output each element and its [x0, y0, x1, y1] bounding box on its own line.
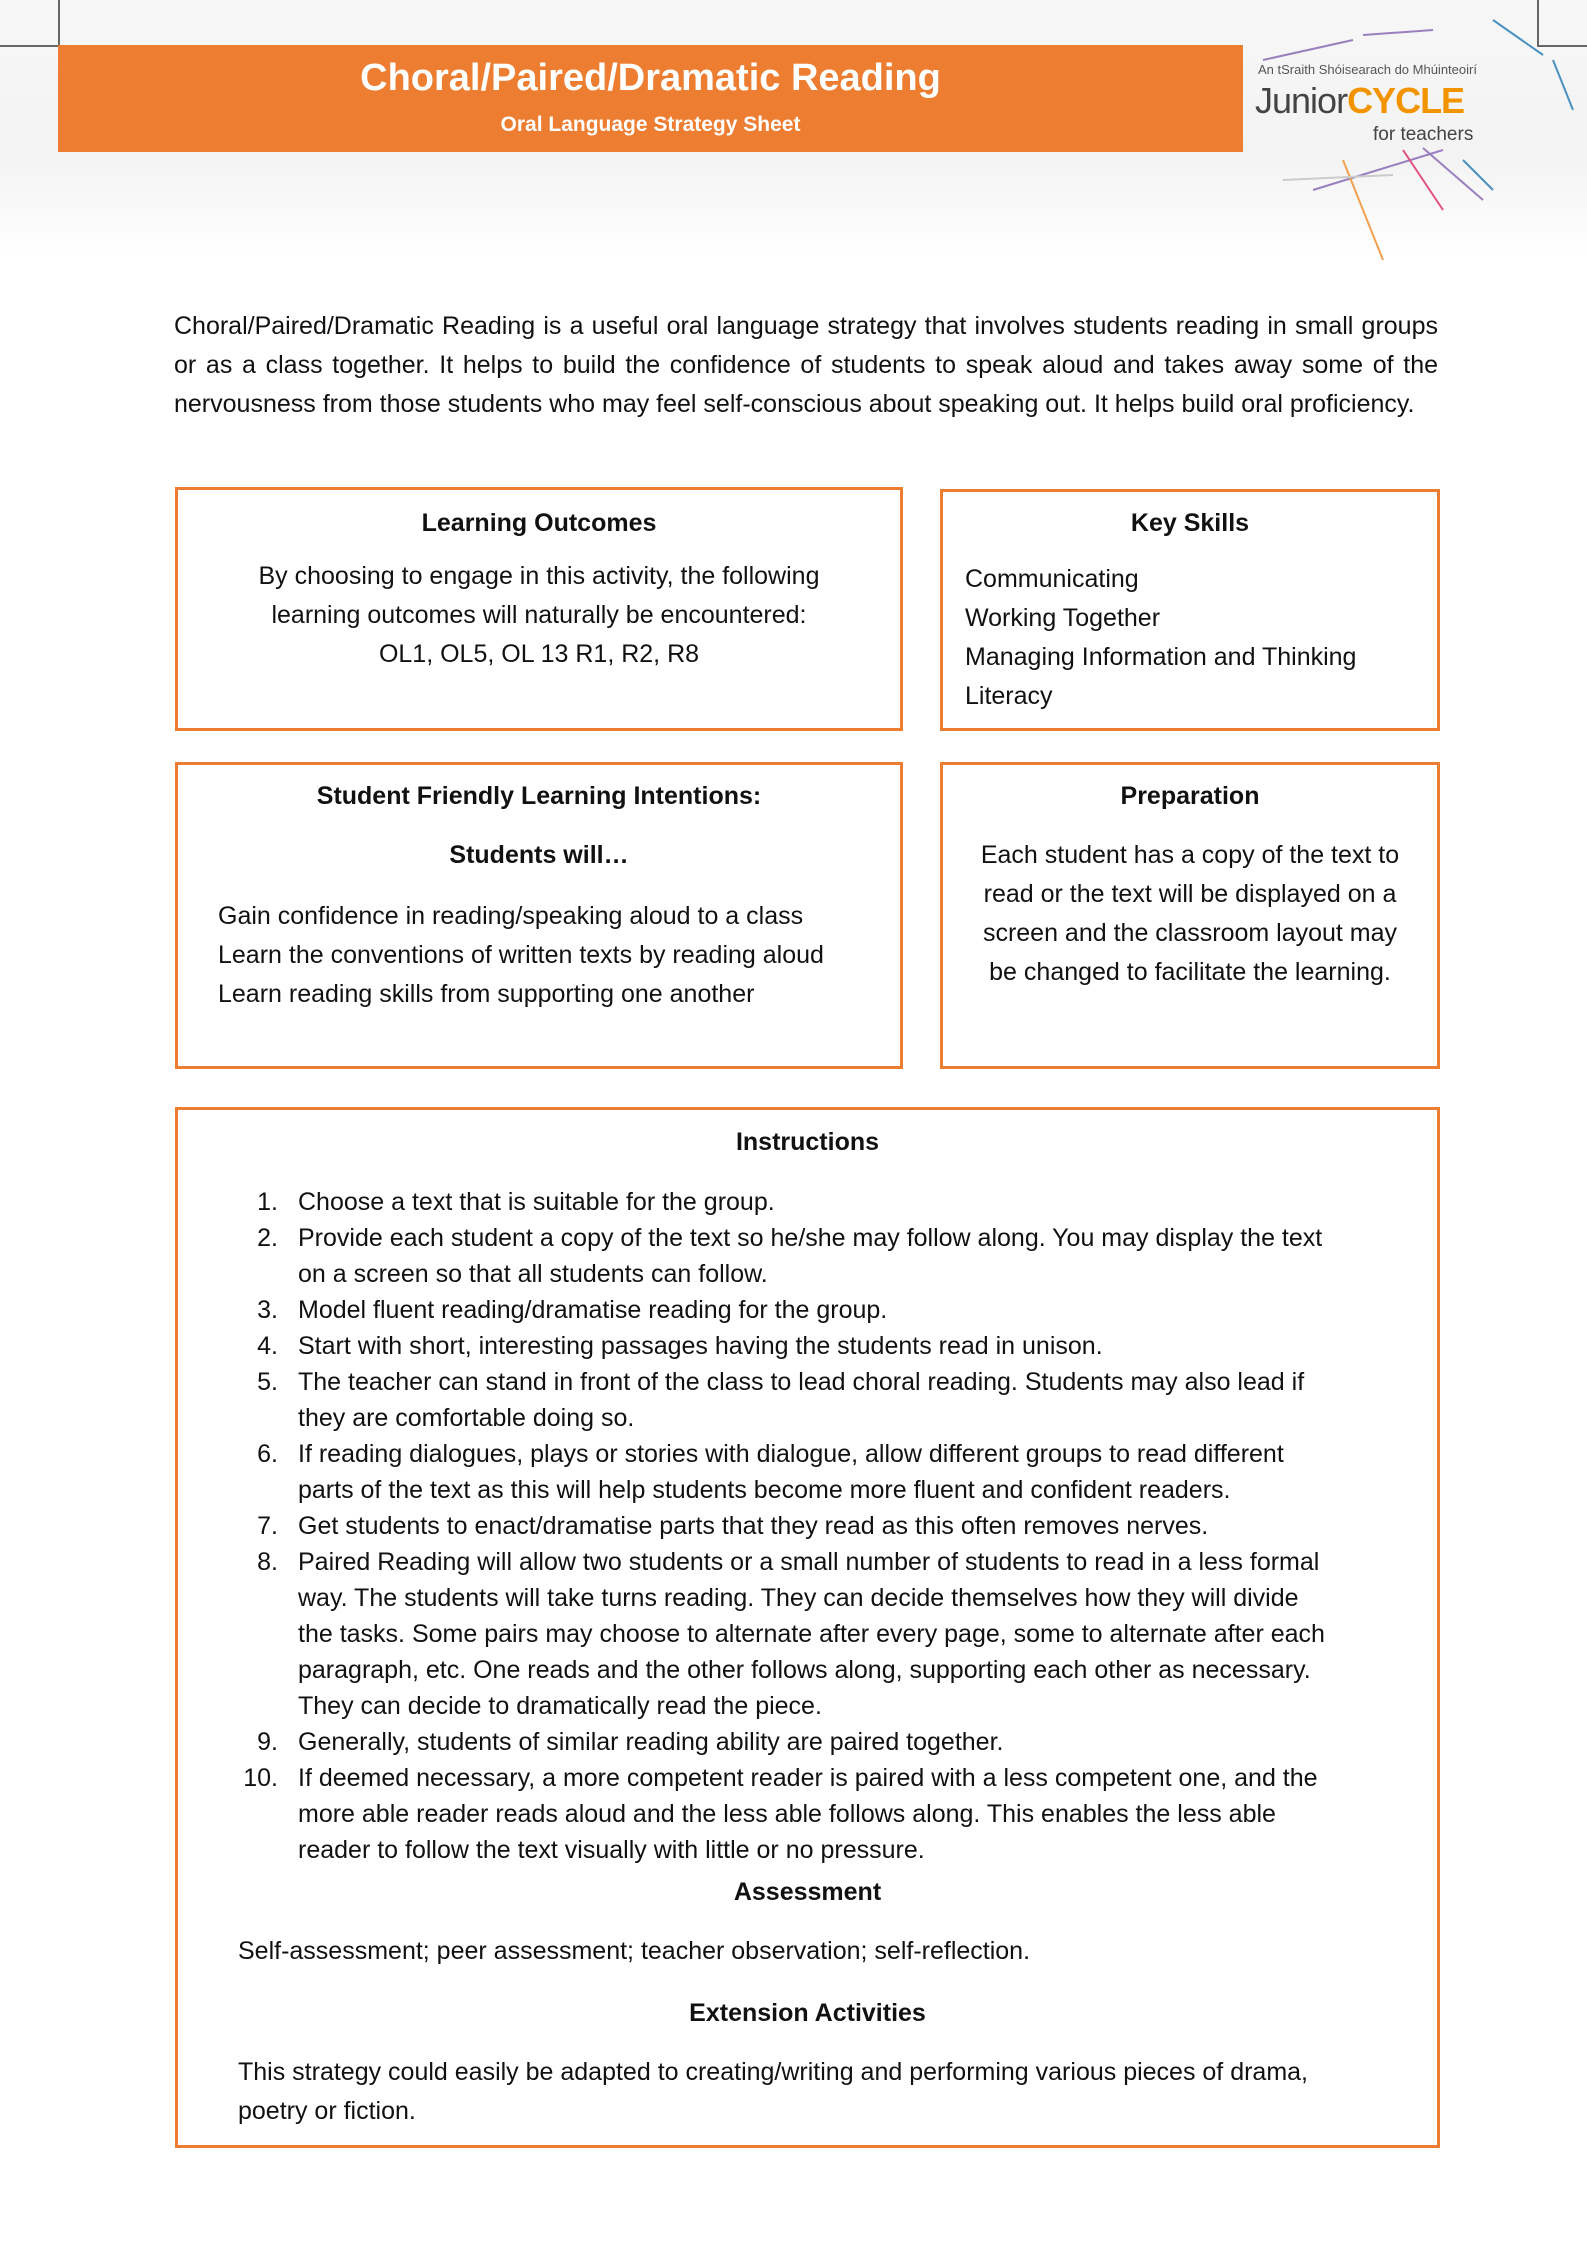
- preparation-line: screen and the classroom layout may: [982, 919, 1398, 947]
- preparation-box: [940, 762, 1440, 1069]
- instruction-step: 4. Start with short, interesting passages having the students read in unison.: [257, 1332, 1103, 1360]
- instructions-heading: Instructions: [735, 1128, 880, 1156]
- learning-intention-item: Gain confidence in reading/speaking aloud to a class: [218, 902, 804, 930]
- assessment-text: Self-assessment; peer assessment; teacher observation; self-reflection.: [238, 1937, 1031, 1965]
- preparation-line: Each student has a copy of the text to: [980, 841, 1400, 869]
- instruction-step: 9. Generally, students of similar reading ability are paired together.: [257, 1728, 1004, 1756]
- instruction-step: 2. Provide each student a copy of the text so he/she may follow along. You may display the text on a screen so that all students can follow.: [257, 1224, 1323, 1288]
- preparation-heading: Preparation: [1120, 782, 1260, 810]
- learning-outcomes-box: [175, 487, 903, 731]
- learning-outcomes-line: OL1, OL5, OL 13 R1, R2, R8: [378, 640, 700, 668]
- learning-intentions-box: [175, 762, 903, 1069]
- key-skill-item: Managing Information and Thinking: [965, 643, 1357, 671]
- title-bar: [58, 45, 1243, 152]
- instruction-step: 8. Paired Reading will allow two students or a small number of students to read in a less formal way. The students will take turns reading. They can decide themselves how they will divide the tasks. Some pairs may choose to alternate after every page, some to alternate after each paragraph, etc. One reads and the other follows along, supporting each other as necessary. They can decide to dramatically read the piece.: [257, 1548, 1325, 1720]
- key-skill-item: Working Together: [965, 604, 1161, 632]
- instruction-step: 6. If reading dialogues, plays or stories with dialogue, allow different groups to read different parts of the text as this will help students become more fluent and confident readers.: [257, 1440, 1284, 1504]
- learning-intention-item: Learn the conventions of written texts by reading aloud: [218, 941, 824, 969]
- key-skill-item: Literacy: [965, 682, 1053, 710]
- learning-outcomes-line: learning outcomes will naturally be encountered:: [271, 601, 807, 629]
- key-skills-box: [940, 489, 1440, 731]
- junior-cycle-logo: [1243, 0, 1587, 262]
- page-title: Choral/Paired/Dramatic Reading: [360, 57, 941, 99]
- instruction-step: 1. Choose a text that is suitable for the group.: [257, 1188, 775, 1216]
- instruction-step: 3. Model fluent reading/dramatise reading for the group.: [257, 1296, 888, 1324]
- learning-intentions-heading: Student Friendly Learning Intentions:: [316, 782, 762, 810]
- instruction-step: 5. The teacher can stand in front of the class to lead choral reading. Students may also lead if they are comfortable doing so.: [257, 1368, 1305, 1432]
- page-subtitle: Oral Language Strategy Sheet: [500, 113, 801, 136]
- preparation-line: read or the text will be displayed on a: [983, 880, 1397, 908]
- intro-paragraph: Choral/Paired/Dramatic Reading is a useful oral language strategy that involves students reading in small groups or as a class together. It helps to build the confidence of students to speak aloud and takes away some of the nervousness from those students who may feel self-conscious about speaking out. It helps build oral proficiency.: [174, 312, 1438, 418]
- learning-intentions-subheading: Students will…: [449, 841, 629, 869]
- instruction-step: 7. Get students to enact/dramatise parts that they read as this often removes nerves.: [257, 1512, 1209, 1540]
- crop-mark: [0, 45, 58, 47]
- logo-subtitle: for teachers: [1373, 124, 1474, 145]
- learning-outcomes-heading: Learning Outcomes: [421, 509, 657, 537]
- extension-line: poetry or fiction.: [238, 2097, 416, 2125]
- crop-mark: [58, 0, 60, 45]
- extension-heading: Extension Activities: [689, 1999, 926, 2027]
- learning-outcomes-line: By choosing to engage in this activity, the following: [258, 562, 820, 590]
- instructions-box: [175, 1107, 1440, 2148]
- instruction-step: 10. If deemed necessary, a more competent reader is paired with a less competent one, and the more able reader reads aloud and the less able follows along. This enables the less able reader to follow the text visually with little or no pressure.: [243, 1764, 1318, 1864]
- instructions-list: [178, 1184, 1417, 1868]
- learning-intention-item: Learn reading skills from supporting one another: [218, 980, 755, 1008]
- preparation-line: be changed to facilitate the learning.: [989, 958, 1391, 986]
- key-skills-heading: Key Skills: [1130, 509, 1250, 537]
- assessment-heading: Assessment: [733, 1878, 882, 1906]
- key-skill-item: Communicating: [965, 565, 1139, 593]
- extension-line: This strategy could easily be adapted to creating/writing and performing various pieces of drama,: [238, 2058, 1309, 2086]
- logo-tagline: An tSraith Shóisearach do Mhúinteoirí: [1258, 62, 1477, 77]
- logo-name: JuniorCYCLE: [1255, 80, 1465, 121]
